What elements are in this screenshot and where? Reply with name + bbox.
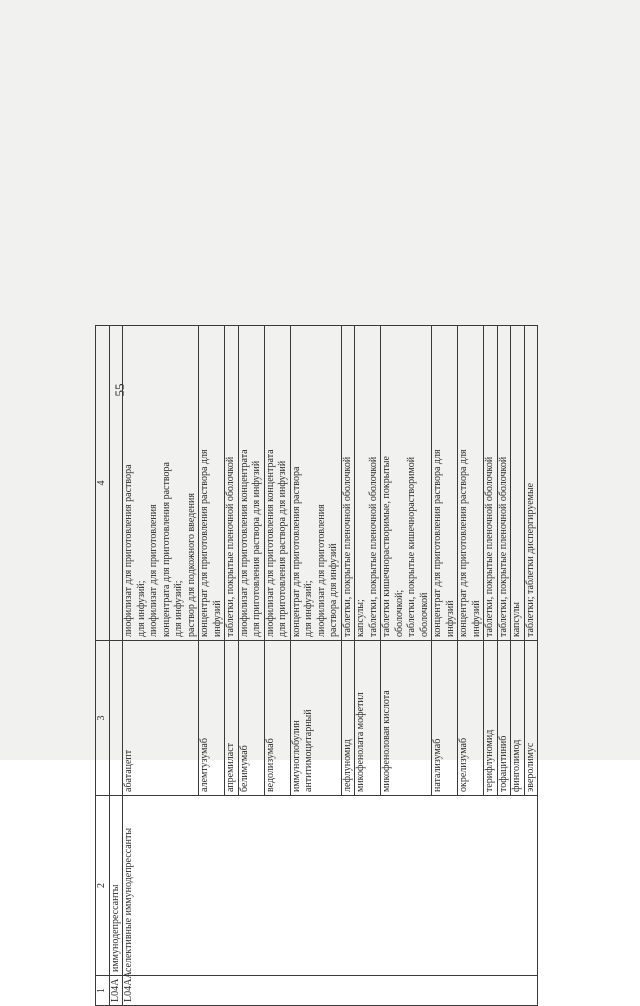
header-col-3: 3	[96, 641, 110, 796]
dosage-form-line: таблетки; таблетки диспергируемые	[524, 482, 536, 637]
drug-name: эверолимус	[524, 641, 538, 796]
drug-name: лефлуномид	[341, 641, 355, 796]
drug-name: финголимод	[511, 641, 525, 796]
group-name	[355, 796, 381, 976]
dosage-form-line: для инфузий;	[303, 580, 314, 637]
dosage-forms	[199, 326, 225, 641]
group-name	[381, 796, 432, 976]
dosage-form-line: концентрат для приготовления раствора	[290, 466, 302, 637]
drug-name: тофацитиниб	[497, 641, 511, 796]
table-row	[264, 326, 290, 1006]
dosage-form-line: концентрата для приготовления раствора	[160, 462, 172, 637]
atc-code: L04A	[109, 976, 123, 1006]
group-name	[225, 796, 239, 976]
group-name	[511, 796, 525, 976]
drug-name: ведолизумаб	[264, 641, 290, 796]
dosage-forms	[497, 326, 511, 641]
atc-code	[511, 976, 525, 1006]
dosage-forms	[264, 326, 290, 641]
group-name	[484, 796, 498, 976]
dosage-form-line: оболочкой	[418, 592, 430, 637]
dosage-forms	[341, 326, 355, 641]
dosage-form-line: концентрат для приготовления раствора для	[199, 449, 210, 637]
header-row	[96, 326, 110, 1006]
atc-code	[341, 976, 355, 1006]
dosage-form-line: таблетки, покрытые пленочной оболочкой	[225, 456, 236, 637]
dosage-form-line: для инфузий;	[173, 580, 184, 637]
atc-code	[458, 976, 484, 1006]
group-name	[199, 796, 225, 976]
drug-name: апремиласт	[225, 641, 239, 796]
dosage-form-line: инфузий	[470, 600, 482, 637]
table-row	[497, 326, 511, 1006]
section-row	[109, 326, 123, 1006]
group-name	[458, 796, 484, 976]
dosage-form-line: для инфузий;	[135, 580, 147, 637]
dosage-form-line: таблетки, покрытые пленочной оболочкой	[367, 456, 379, 637]
header-col-4: 4	[96, 326, 110, 641]
atc-code	[497, 976, 511, 1006]
table-row	[381, 326, 432, 1006]
group-name	[341, 796, 355, 976]
dosage-form-line: оболочкой;	[393, 589, 405, 637]
dosage-form-line: концентрат для приготовления раствора для	[432, 449, 443, 637]
dosage-form-line: для приготовления раствора для инфузий	[277, 460, 288, 637]
table-row	[123, 326, 199, 1006]
dosage-form-line: инфузий	[211, 600, 223, 637]
dosage-form-line: таблетки, покрытые пленочной оболочкой	[484, 456, 495, 637]
group-name: иммунодепрессанты	[109, 796, 123, 976]
header-col-2: 2	[96, 796, 110, 976]
dosage-form-line: концентрат для приготовления раствора для	[458, 449, 469, 637]
dosage-form-line: инфузий	[444, 600, 456, 637]
table-row	[484, 326, 498, 1006]
dosage-form-line: лиофилизат для приготовления	[148, 504, 159, 637]
dosage-forms	[458, 326, 484, 641]
group-name	[432, 796, 458, 976]
atc-code	[199, 976, 225, 1006]
drug-name: микофеноловая кислота	[381, 641, 432, 796]
group-name	[524, 796, 538, 976]
dosage-form-line: лиофилизат для приготовления раствора	[123, 464, 134, 637]
dosage-form-line: таблетки, покрытые пленочной оболочкой	[341, 456, 353, 637]
dosage-form-line: таблетки кишечнорастворимые, покрытые	[381, 456, 392, 637]
drug-name: иммуноглобулин антитимоцитарный	[290, 641, 341, 796]
drug-name: микофенолата мофетил	[355, 641, 381, 796]
atc-code	[484, 976, 498, 1006]
dosage-forms	[123, 326, 199, 641]
drug-name: натализумаб	[432, 641, 458, 796]
dosage-form-line: таблетки, покрытые кишечнорастворимой	[406, 456, 417, 637]
dosage-form-line: лиофилизат для приготовления концентрата	[264, 449, 276, 637]
drug-name: белимумаб	[238, 641, 264, 796]
atc-code	[264, 976, 290, 1006]
atc-code	[238, 976, 264, 1006]
drug-name	[109, 641, 123, 796]
table-row	[225, 326, 239, 1006]
table-row	[238, 326, 264, 1006]
dosage-forms	[432, 326, 458, 641]
header-col-1: 1	[96, 976, 110, 1006]
dosage-form-line: лиофилизат для приготовления концентрата	[238, 449, 250, 637]
table-row	[341, 326, 355, 1006]
dosage-form-line: капсулы	[511, 602, 522, 637]
group-name	[238, 796, 264, 976]
group-name	[264, 796, 290, 976]
group-name: селективные иммунодепрессанты	[123, 796, 199, 976]
atc-code: L04AA	[123, 976, 199, 1006]
dosage-forms	[511, 326, 525, 641]
dosage-form-line: раствора для инфузий	[328, 543, 339, 637]
dosage-forms	[238, 326, 264, 641]
table-row	[199, 326, 225, 1006]
group-name	[497, 796, 511, 976]
page-number: 55	[112, 383, 127, 397]
drug-table	[95, 325, 538, 1006]
dosage-forms	[109, 326, 123, 641]
table-row	[524, 326, 538, 1006]
dosage-forms	[225, 326, 239, 641]
dosage-forms	[484, 326, 498, 641]
table-row	[432, 326, 458, 1006]
drug-name: терифлуномид	[484, 641, 498, 796]
dosage-forms	[290, 326, 341, 641]
table-row	[511, 326, 525, 1006]
group-name	[290, 796, 341, 976]
atc-code	[355, 976, 381, 1006]
dosage-form-line: лиофилизат для приготовления	[315, 504, 327, 637]
dosage-form-line: капсулы;	[355, 599, 366, 637]
dosage-forms	[524, 326, 538, 641]
dosage-form-line: таблетки, покрытые пленочной оболочкой	[497, 456, 509, 637]
drug-table-rotated	[95, 326, 581, 1006]
table-row	[458, 326, 484, 1006]
drug-name: абатацепт	[123, 641, 199, 796]
dosage-forms	[381, 326, 432, 641]
drug-name: алемтузумаб	[199, 641, 225, 796]
atc-code	[225, 976, 239, 1006]
table-row	[290, 326, 341, 1006]
table-row	[355, 326, 381, 1006]
dosage-form-line: для приготовления раствора для инфузий	[251, 460, 262, 637]
atc-code	[432, 976, 458, 1006]
atc-code	[524, 976, 538, 1006]
dosage-forms	[355, 326, 381, 641]
dosage-form-line: раствор для подкожного введения	[185, 493, 197, 637]
drug-name: окрелизумаб	[458, 641, 484, 796]
atc-code	[381, 976, 432, 1006]
atc-code	[290, 976, 341, 1006]
